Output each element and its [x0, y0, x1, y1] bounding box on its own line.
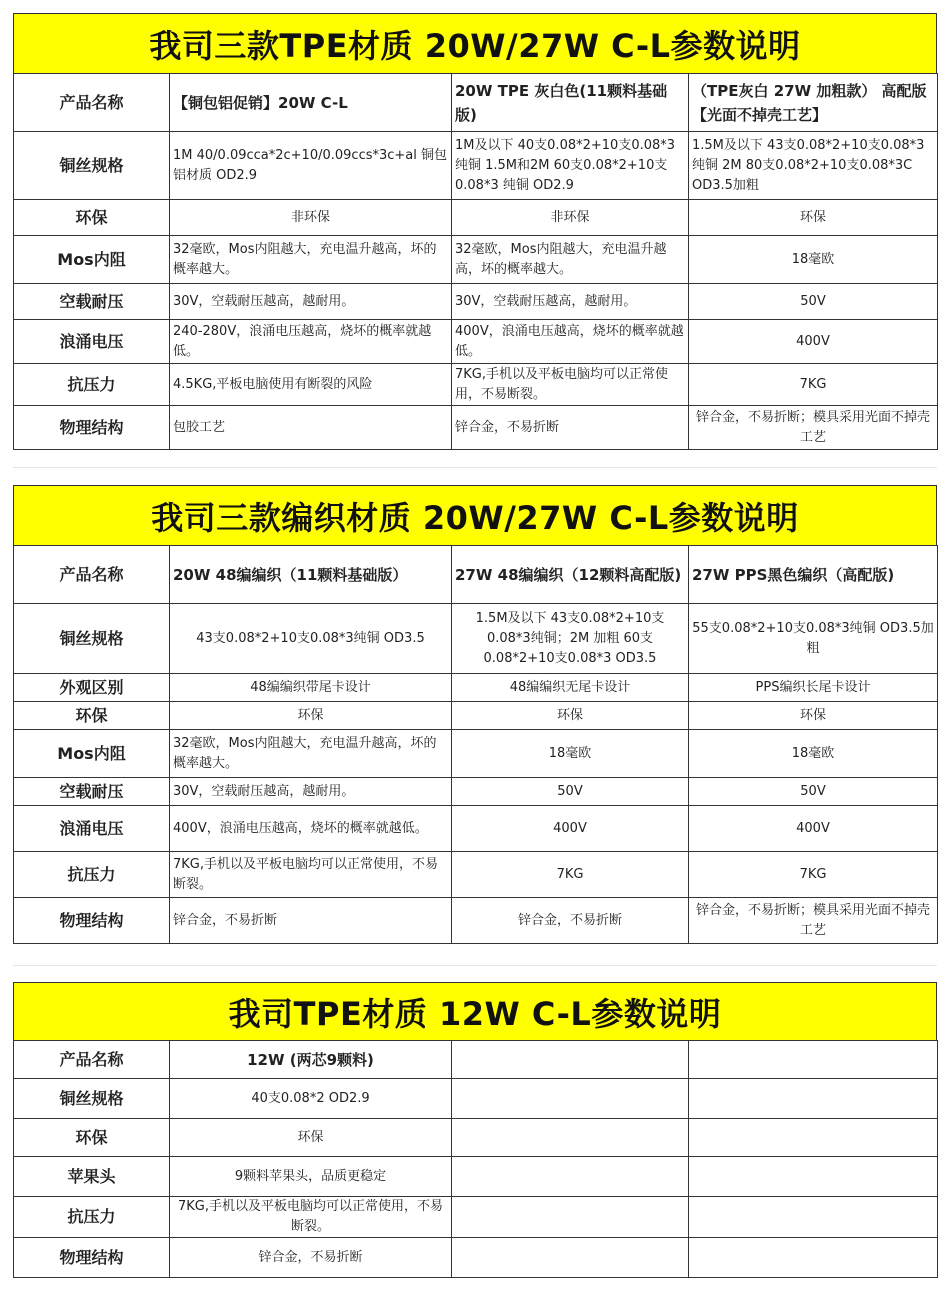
table-cell: 7KG: [689, 364, 938, 406]
section-tpe-20w-27w: [13, 13, 937, 450]
table-row: [14, 132, 938, 200]
table-row: [14, 1238, 938, 1278]
table-row: [14, 604, 938, 674]
table-cell: [689, 1079, 938, 1119]
table-row: [14, 320, 938, 364]
table-cell: 环保: [452, 702, 689, 730]
table-cell: [452, 1119, 689, 1157]
table-row: [14, 674, 938, 702]
table-cell: 1.5M及以下 43支0.08*2+10支0.08*3纯铜；2M 加粗 60支0.08*2+10支0.08*3 OD3.5: [452, 604, 689, 674]
row-label: 产品名称: [14, 74, 170, 132]
table-cell: 环保: [170, 702, 452, 730]
table-cell: 7KG,手机以及平板电脑均可以正常使用，不易断裂。: [170, 852, 452, 898]
table-cell: 4.5KG,平板电脑使用有断裂的风险: [170, 364, 452, 406]
table-cell: 环保: [689, 200, 938, 236]
table-row: [14, 364, 938, 406]
table-cell: 9颗料苹果头，品质更稳定: [170, 1157, 452, 1197]
table-cell: [689, 1238, 938, 1278]
table-cell: 锌合金，不易折断: [170, 898, 452, 944]
row-label: 苹果头: [14, 1157, 170, 1197]
table-row: [14, 806, 938, 852]
row-label: 环保: [14, 1119, 170, 1157]
table-cell: [689, 1119, 938, 1157]
product-name-cell: 12W (两芯9颗料): [170, 1041, 452, 1079]
table-cell: [452, 1238, 689, 1278]
table-cell: 7KG: [452, 852, 689, 898]
row-label: Mos内阻: [14, 236, 170, 284]
table-row: [14, 778, 938, 806]
table-cell: 50V: [689, 778, 938, 806]
row-label: 产品名称: [14, 546, 170, 604]
table-cell: 18毫欧: [689, 236, 938, 284]
product-name-cell: 【铜包铝促销】20W C-L: [170, 74, 452, 132]
table-cell: 48编编织带尾卡设计: [170, 674, 452, 702]
section-title: 我司三款编织材质 20W/27W C-L参数说明: [13, 485, 937, 545]
row-label: 浪涌电压: [14, 320, 170, 364]
table-cell: 30V，空载耐压越高，越耐用。: [170, 284, 452, 320]
table-cell: 1M及以下 40支0.08*2+10支0.08*3 纯铜 1.5M和2M 60支0.08*2+10支0.08*3 纯铜 OD2.9: [452, 132, 689, 200]
table-cell: [452, 1157, 689, 1197]
table-cell: 7KG: [689, 852, 938, 898]
table-cell: 锌合金，不易折断；模具采用光面不掉壳工艺: [689, 898, 938, 944]
table-cell: 400V: [689, 806, 938, 852]
table-row: [14, 1119, 938, 1157]
table-cell: 32毫欧，Mos内阻越大，充电温升越高，坏的概率越大。: [170, 236, 452, 284]
table-row: [14, 284, 938, 320]
section-title: 我司三款TPE材质 20W/27W C-L参数说明: [13, 13, 937, 73]
table-cell: [452, 1197, 689, 1238]
table-cell: 18毫欧: [452, 730, 689, 778]
row-label: 物理结构: [14, 1238, 170, 1278]
product-name-cell: 27W 48编编织（12颗料高配版): [452, 546, 689, 604]
table-row: [14, 730, 938, 778]
table-cell: 30V，空载耐压越高，越耐用。: [452, 284, 689, 320]
divider: [13, 965, 937, 966]
row-label: 抗压力: [14, 1197, 170, 1238]
row-label: 铜丝规格: [14, 1079, 170, 1119]
table-cell: 400V，浪涌电压越高，烧坏的概率就越低。: [452, 320, 689, 364]
row-label: 外观区别: [14, 674, 170, 702]
row-label: 物理结构: [14, 898, 170, 944]
table-cell: PPS编织长尾卡设计: [689, 674, 938, 702]
table-cell: [452, 1041, 689, 1079]
table-row: [14, 236, 938, 284]
table-cell: [452, 1079, 689, 1119]
table-cell: 非环保: [452, 200, 689, 236]
table-cell: 400V: [452, 806, 689, 852]
table-row: [14, 200, 938, 236]
row-label: 铜丝规格: [14, 132, 170, 200]
row-label: 抗压力: [14, 852, 170, 898]
table-cell: 锌合金，不易折断；模具采用光面不掉壳工艺: [689, 406, 938, 450]
product-name-cell: 20W 48编编织（11颗料基础版）: [170, 546, 452, 604]
table-cell: 18毫欧: [689, 730, 938, 778]
table-row: [14, 898, 938, 944]
row-label: 环保: [14, 200, 170, 236]
table-row: [14, 1041, 938, 1079]
table-row: [14, 1197, 938, 1238]
table-cell: 非环保: [170, 200, 452, 236]
table-cell: 锌合金，不易折断: [452, 406, 689, 450]
table-cell: 锌合金，不易折断: [170, 1238, 452, 1278]
table-cell: 环保: [170, 1119, 452, 1157]
table-cell: [689, 1197, 938, 1238]
row-label: Mos内阻: [14, 730, 170, 778]
row-label: 空载耐压: [14, 284, 170, 320]
row-label: 抗压力: [14, 364, 170, 406]
table-cell: 43支0.08*2+10支0.08*3纯铜 OD3.5: [170, 604, 452, 674]
table-cell: 7KG,手机以及平板电脑均可以正常使用，不易断裂。: [452, 364, 689, 406]
row-label: 铜丝规格: [14, 604, 170, 674]
table-row: [14, 74, 938, 132]
table-cell: 锌合金，不易折断: [452, 898, 689, 944]
section-braided-20w-27w: [13, 485, 937, 944]
table-cell: 包胶工艺: [170, 406, 452, 450]
product-name-cell: （TPE灰白 27W 加粗款） 高配版 【光面不掉壳工艺】: [689, 74, 938, 132]
table-cell: 40支0.08*2 OD2.9: [170, 1079, 452, 1119]
table-cell: 48编编织无尾卡设计: [452, 674, 689, 702]
table-cell: 55支0.08*2+10支0.08*3纯铜 OD3.5加粗: [689, 604, 938, 674]
table-row: [14, 1079, 938, 1119]
table-cell: [689, 1157, 938, 1197]
row-label: 产品名称: [14, 1041, 170, 1079]
spec-table: [13, 1040, 938, 1278]
table-row: [14, 702, 938, 730]
table-cell: 环保: [689, 702, 938, 730]
row-label: 浪涌电压: [14, 806, 170, 852]
table-cell: 7KG,手机以及平板电脑均可以正常使用，不易断裂。: [170, 1197, 452, 1238]
row-label: 物理结构: [14, 406, 170, 450]
table-cell: 50V: [689, 284, 938, 320]
table-cell: 400V，浪涌电压越高，烧坏的概率就越低。: [170, 806, 452, 852]
table-row: [14, 406, 938, 450]
section-tpe-12w: [13, 982, 937, 1278]
table-cell: [689, 1041, 938, 1079]
table-cell: 32毫欧，Mos内阻越大，充电温升越高，坏的概率越大。: [452, 236, 689, 284]
spec-table: [13, 545, 938, 944]
product-name-cell: 27W PPS黑色编织（高配版): [689, 546, 938, 604]
row-label: 环保: [14, 702, 170, 730]
table-cell: 32毫欧，Mos内阻越大，充电温升越高，坏的概率越大。: [170, 730, 452, 778]
section-title: 我司TPE材质 12W C-L参数说明: [13, 982, 937, 1040]
product-name-cell: 20W TPE 灰白色(11颗料基础版): [452, 74, 689, 132]
divider: [13, 467, 937, 468]
table-cell: 240-280V，浪涌电压越高，烧坏的概率就越低。: [170, 320, 452, 364]
table-cell: 1M 40/0.09cca*2c+10/0.09ccs*3c+al 铜包铝材质 OD2.9: [170, 132, 452, 200]
table-cell: 1.5M及以下 43支0.08*2+10支0.08*3纯铜 2M 80支0.08*2+10支0.08*3C OD3.5加粗: [689, 132, 938, 200]
row-label: 空载耐压: [14, 778, 170, 806]
table-row: [14, 1157, 938, 1197]
table-row: [14, 546, 938, 604]
table-row: [14, 852, 938, 898]
table-cell: 30V，空载耐压越高，越耐用。: [170, 778, 452, 806]
table-cell: 400V: [689, 320, 938, 364]
spec-table: [13, 73, 938, 450]
table-cell: 50V: [452, 778, 689, 806]
